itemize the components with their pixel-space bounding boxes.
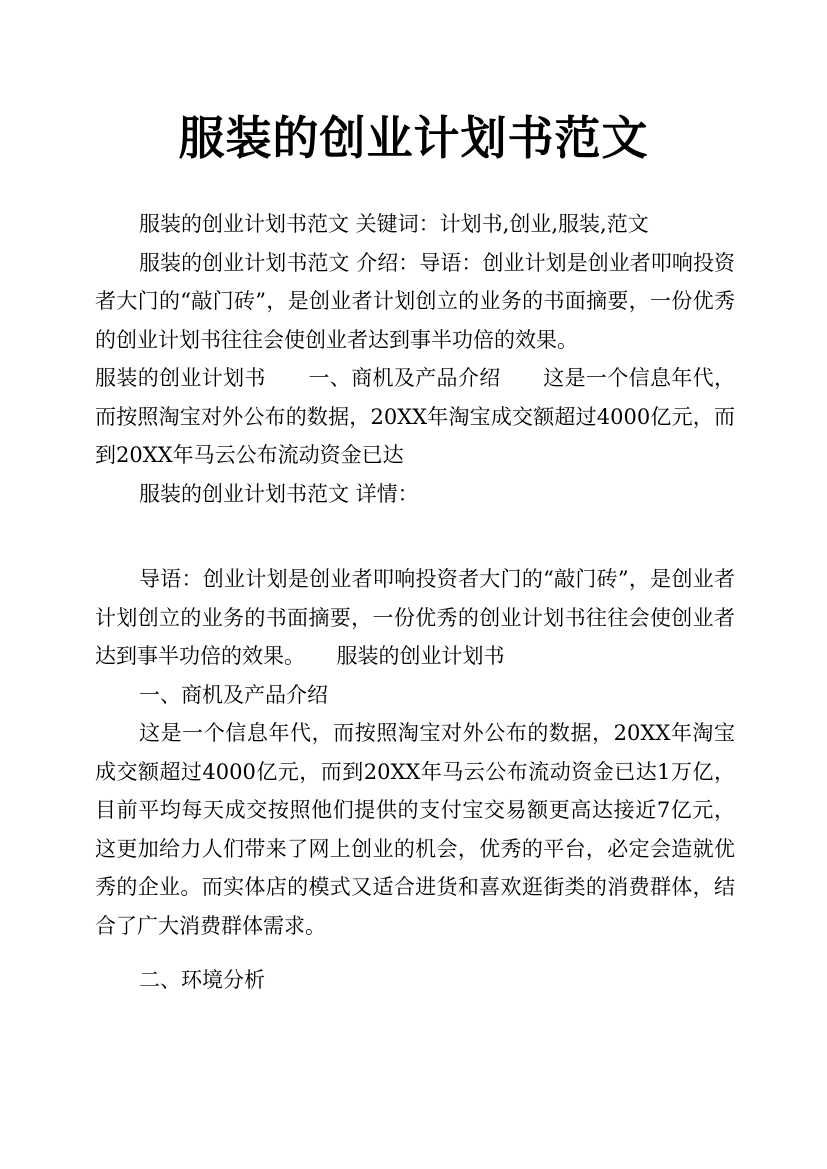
intro-paragraph: 服装的创业计划书范文 介绍：导语：创业计划是创业者叩响投资者大门的“敲门砖”，是创业者计划创立的业务的书面摘要，一份优秀的创业计划书往往会使创业者达到事半功倍的效果。: [95, 250, 735, 352]
details-heading: 服装的创业计划书范文 详情：: [139, 481, 419, 506]
paragraph-spacing: [95, 945, 735, 961]
blank-line: [95, 513, 735, 560]
business-paragraph: 这是一个信息年代，而按照淘宝对外公布的数据，20XX年淘宝成交额超过4000亿元，而到20XX年马云公布流动资金已达1万亿，目前平均每天成交按照他们提供的支付宝交易额更高达接近7亿元，这更加给力人们带来了网上创业的机会，优秀的平台，必定会造就优秀的企业。而实体店的模式又适合进货和喜欢逛街类的消费群体，结合了广大消费群体需求。: [95, 721, 735, 938]
section-heading-2: 二、环境分析: [139, 968, 265, 992]
document-title: 服装的创业计划书范文: [178, 111, 649, 165]
summary-paragraph: 服装的创业计划书 一、商机及产品介绍 这是一个信息年代，而按照淘宝对外公布的数据，20XX年淘宝成交额超过4000亿元，而到20XX年马云公布流动资金已达: [95, 366, 735, 467]
document-body: [95, 205, 735, 1000]
guide-paragraph: 导语：创业计划是创业者叩响投资者大门的“敲门砖”，是创业者计划创立的业务的书面摘要，一份优秀的创业计划书往往会使创业者达到事半功倍的效果。 服装的创业计划书: [95, 567, 735, 668]
keywords-paragraph: 服装的创业计划书范文 关键词：计划书,创业,服装,范文: [139, 212, 649, 236]
section-heading-1: 一、商机及产品介绍: [139, 682, 328, 707]
